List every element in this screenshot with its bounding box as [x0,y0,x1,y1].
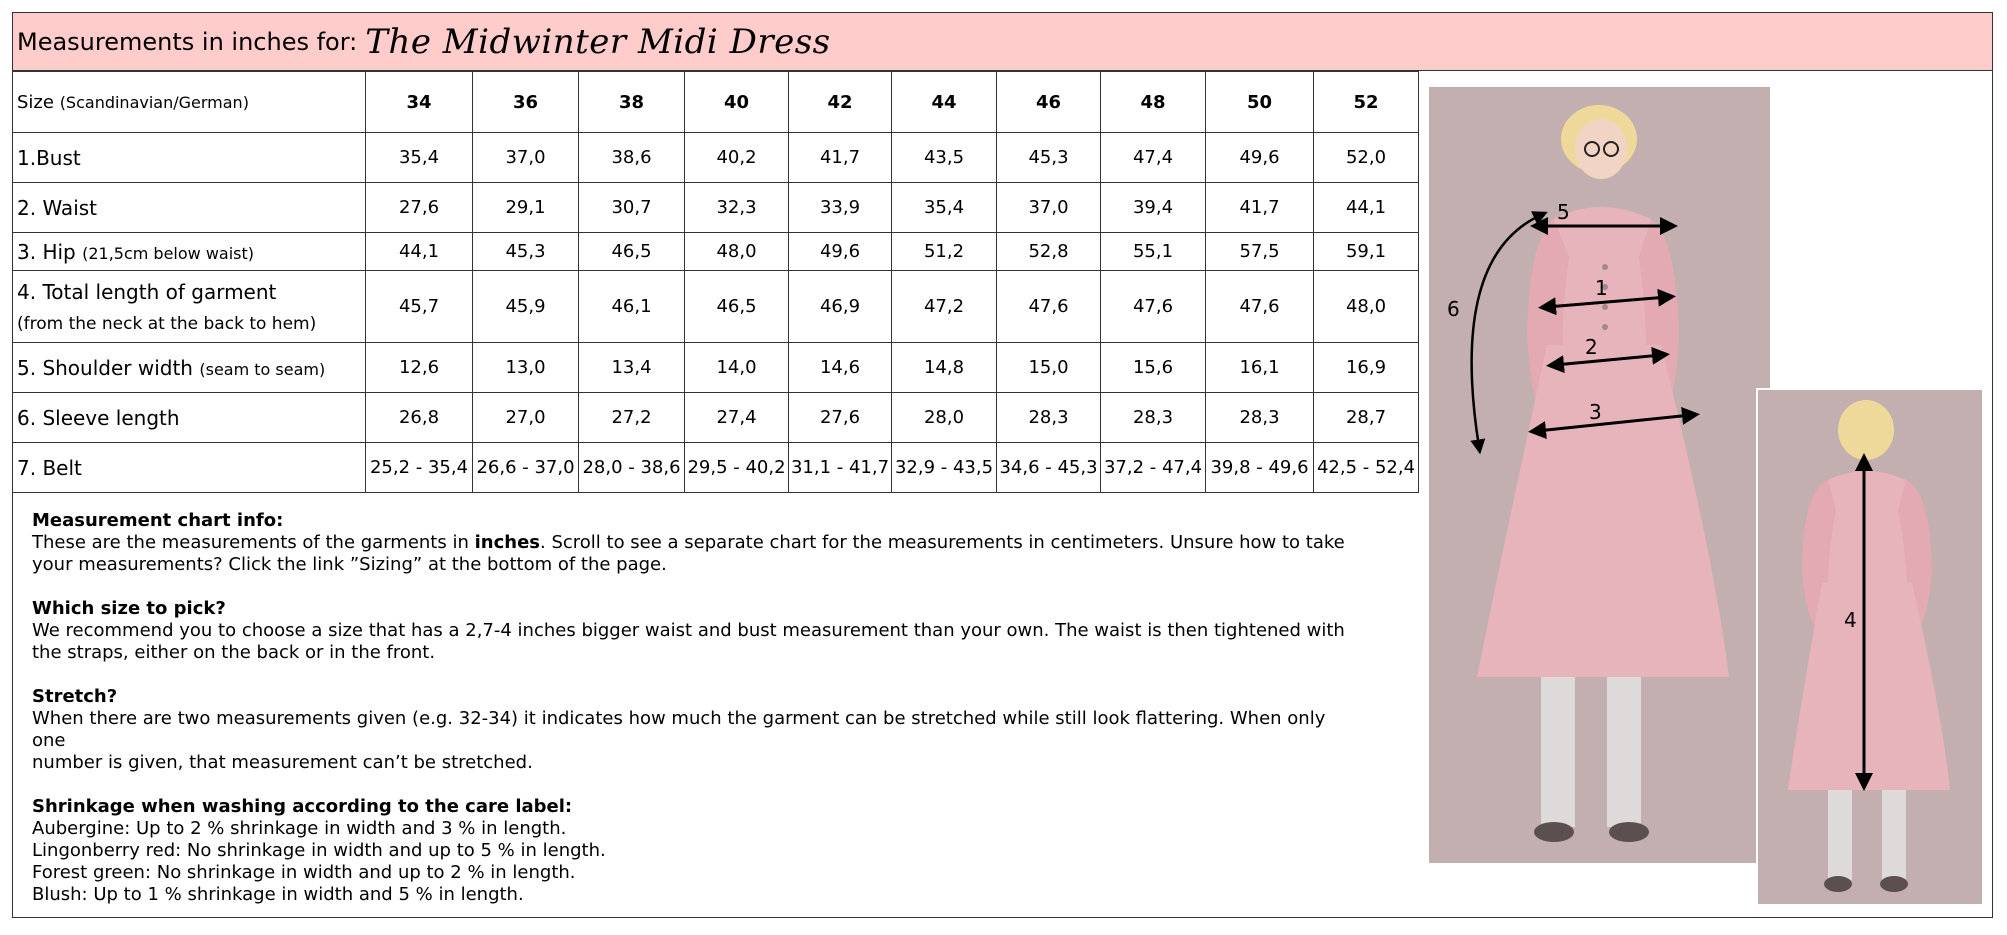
back-view-photo [1756,388,1982,904]
shoulder-label: 5 [1557,200,1570,224]
row-label [13,271,366,343]
row-note: (seam to seam) [199,359,326,379]
value-cell: 28,0 - 38,6 [579,443,685,493]
value-cell: 14,6 [789,343,892,393]
dress-bodice-back [1822,471,1912,585]
waist-label: 2 [1585,335,1598,359]
value-cell: 48,0 [685,233,789,271]
value-cell: 51,2 [892,233,997,271]
value-cell: 27,4 [685,393,789,443]
value-cell: 28,3 [1206,393,1314,443]
row-note: (21,5cm below waist) [82,243,255,263]
row-label-text: 2. Waist [17,195,98,220]
value-cell: 28,3 [1101,393,1206,443]
value-cell: 39,4 [1101,183,1206,233]
title-bar [12,12,1993,71]
shrinkage-line: Aubergine: Up to 2 % shrinkage in width and 3 % in length. [32,818,567,839]
table-row [13,393,1419,443]
dress-skirt [1477,345,1729,677]
chart-info-block [32,510,1362,576]
stretch-heading: Stretch? [32,686,118,707]
row-label-text: 4. Total length of garment [17,279,277,304]
value-cell: 52,8 [997,233,1101,271]
value-cell: 43,5 [892,133,997,183]
value-cell: 15,0 [997,343,1101,393]
value-cell: 45,3 [473,233,579,271]
right-leg [1882,790,1906,880]
value-cell: 46,9 [789,271,892,343]
row-label-text: 1.Bust [17,145,81,170]
value-cell: 45,3 [997,133,1101,183]
value-cell: 28,3 [997,393,1101,443]
value-cell: 13,0 [473,343,579,393]
button-icon [1602,304,1608,310]
value-cell: 47,6 [1206,271,1314,343]
shrinkage-line: Blush: Up to 1 % shrinkage in width and 5 % in length. [32,884,524,905]
front-view-illustration [1429,87,1770,863]
value-cell: 26,6 - 37,0 [473,443,579,493]
value-cell: 48,0 [1314,271,1419,343]
value-cell: 47,6 [1101,271,1206,343]
row-label-text: 7. Belt [17,455,82,480]
size-cell: 40 [685,72,789,133]
row-label [13,343,366,393]
row-label [13,183,366,233]
value-cell: 47,6 [997,271,1101,343]
stretch-block [32,686,1362,774]
value-cell: 40,2 [685,133,789,183]
value-cell: 41,7 [789,133,892,183]
size-cell: 44 [892,72,997,133]
row-label-text: 5. Shoulder width [17,355,193,380]
value-cell: 27,0 [473,393,579,443]
row-label [13,443,366,493]
shrinkage-heading: Shrinkage when washing according to the care label: [32,796,573,817]
table-row [13,443,1419,493]
table-row [13,343,1419,393]
chart-info-text: These are the measurements of the garments in [32,532,475,553]
value-cell: 16,1 [1206,343,1314,393]
table-row [13,233,1419,271]
value-cell: 32,9 - 43,5 [892,443,997,493]
hip-label: 3 [1589,400,1602,424]
value-cell: 26,8 [366,393,473,443]
right-shoe [1880,876,1908,892]
value-cell: 57,5 [1206,233,1314,271]
value-cell: 37,0 [473,133,579,183]
value-cell: 44,1 [366,233,473,271]
size-pick-text: the straps, either on the back or in the front. [32,642,436,663]
value-cell: 12,6 [366,343,473,393]
size-pick-text: We recommend you to choose a size that has a 2,7-4 inches bigger waist and bust measurement than your own. The waist is then tightened with [32,620,1345,641]
info-section [32,510,1362,928]
measurement-table [12,71,1419,493]
length-label: 4 [1844,608,1857,632]
value-cell: 25,2 - 35,4 [366,443,473,493]
right-leg [1607,677,1641,827]
row-label [13,233,366,271]
chart-info-bold: inches [474,532,540,553]
button-icon [1602,324,1608,330]
size-cell: 52 [1314,72,1419,133]
size-cell: 46 [997,72,1101,133]
table-row [13,133,1419,183]
value-cell: 35,4 [892,183,997,233]
value-cell: 47,2 [892,271,997,343]
chart-info-text: your measurements? Click the link ”Sizing” at the bottom of the page. [32,554,667,575]
value-cell: 37,0 [997,183,1101,233]
shrinkage-line: Lingonberry red: No shrinkage in width and up to 5 % in length. [32,840,606,861]
value-cell: 14,0 [685,343,789,393]
shrinkage-block [32,796,1362,906]
value-cell: 28,7 [1314,393,1419,443]
size-header-label [13,72,366,133]
value-cell: 27,2 [579,393,685,443]
left-shoe [1534,822,1574,842]
table-row [13,271,1419,343]
row-label [13,133,366,183]
chart-info-text: . Scroll to see a separate chart for the measurements in centimeters. Unsure how to take [540,532,1345,553]
value-cell: 32,3 [685,183,789,233]
size-cell: 36 [473,72,579,133]
value-cell: 59,1 [1314,233,1419,271]
row-note: (from the neck at the back to hem) [17,313,317,334]
size-header-row [13,72,1419,133]
size-pick-block [32,598,1362,664]
value-cell: 55,1 [1101,233,1206,271]
size-label: Size [17,91,54,113]
value-cell: 13,4 [579,343,685,393]
size-cell: 50 [1206,72,1314,133]
value-cell: 52,0 [1314,133,1419,183]
value-cell: 29,1 [473,183,579,233]
value-cell: 16,9 [1314,343,1419,393]
value-cell: 29,5 - 40,2 [685,443,789,493]
size-note: (Scandinavian/German) [59,92,249,112]
value-cell: 46,1 [579,271,685,343]
value-cell: 28,0 [892,393,997,443]
size-pick-heading: Which size to pick? [32,598,226,619]
value-cell: 42,5 - 52,4 [1314,443,1419,493]
title-prefix: Measurements in inches for: [17,27,358,56]
sleeve-label: 6 [1447,297,1460,321]
value-cell: 15,6 [1101,343,1206,393]
value-cell: 47,4 [1101,133,1206,183]
value-cell: 45,9 [473,271,579,343]
value-cell: 39,8 - 49,6 [1206,443,1314,493]
shrinkage-line: Forest green: No shrinkage in width and up to 2 % in length. [32,862,576,883]
row-label [13,393,366,443]
row-label-text: 6. Sleeve length [17,405,180,430]
button-icon [1602,264,1608,270]
value-cell: 37,2 - 47,4 [1101,443,1206,493]
value-cell: 38,6 [579,133,685,183]
left-shoe [1824,876,1852,892]
value-cell: 27,6 [789,393,892,443]
value-cell: 33,9 [789,183,892,233]
size-cell: 34 [366,72,473,133]
size-cell: 42 [789,72,892,133]
size-cell: 38 [579,72,685,133]
value-cell: 49,6 [1206,133,1314,183]
left-leg [1828,790,1852,880]
value-cell: 34,6 - 45,3 [997,443,1101,493]
stretch-text: When there are two measurements given (e.g. 32-34) it indicates how much the garment can be stretched while still look flattering. When only one [32,708,1326,751]
value-cell: 46,5 [685,271,789,343]
value-cell: 14,8 [892,343,997,393]
back-view-illustration [1758,390,1980,902]
size-cell: 48 [1101,72,1206,133]
value-cell: 27,6 [366,183,473,233]
front-view-photo [1429,87,1770,863]
right-shoe [1609,822,1649,842]
chart-info-heading: Measurement chart info: [32,510,284,531]
left-leg [1541,677,1575,827]
table-row [13,183,1419,233]
value-cell: 30,7 [579,183,685,233]
value-cell: 45,7 [366,271,473,343]
value-cell: 46,5 [579,233,685,271]
bust-label: 1 [1595,276,1608,300]
face-shape [1575,119,1627,179]
value-cell: 35,4 [366,133,473,183]
value-cell: 41,7 [1206,183,1314,233]
value-cell: 44,1 [1314,183,1419,233]
stretch-text: number is given, that measurement can’t be stretched. [32,752,533,773]
hair-shape [1838,400,1894,460]
value-cell: 49,6 [789,233,892,271]
value-cell: 31,1 - 41,7 [789,443,892,493]
product-name: The Midwinter Midi Dress [365,21,831,62]
row-label-text: 3. Hip [17,239,76,264]
